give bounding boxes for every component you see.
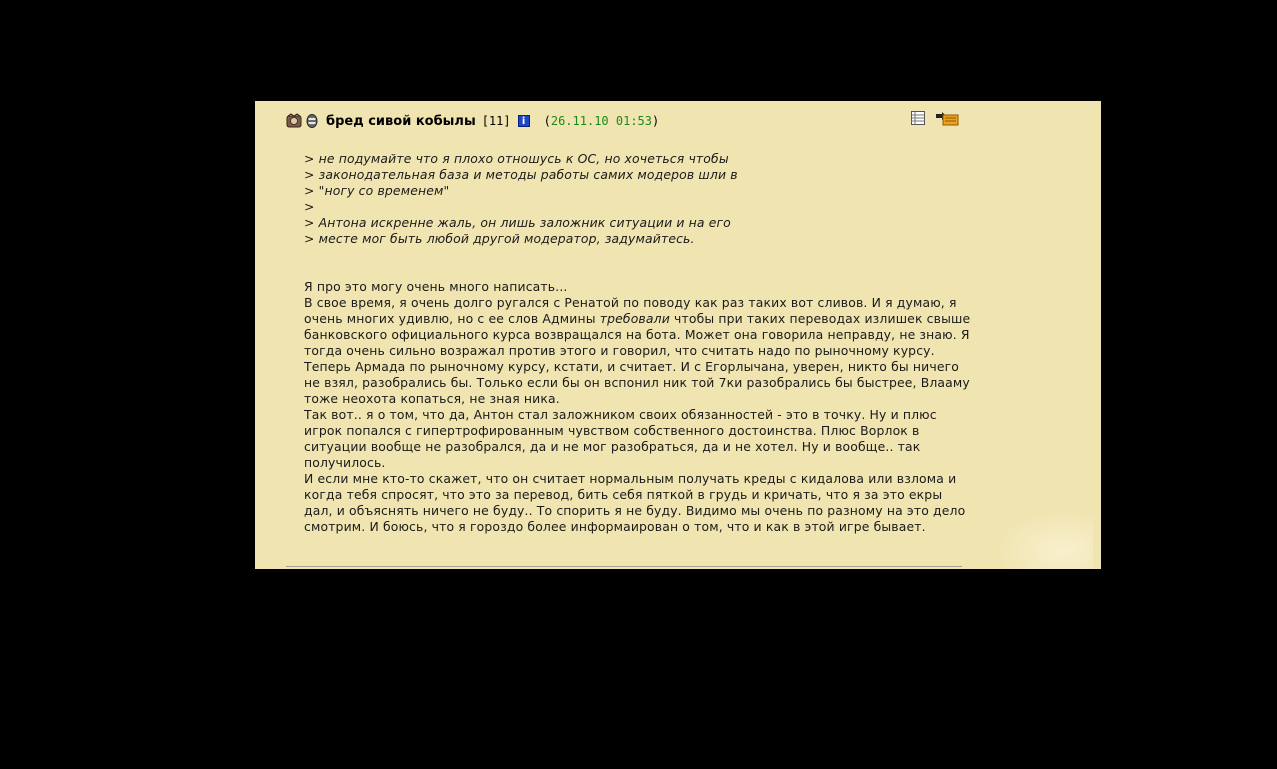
reply-intro: Я про это могу очень много написать... [304,279,568,294]
reply-quote-icon[interactable] [934,110,960,126]
post-divider [286,566,962,567]
post-header [286,110,659,132]
post-body [304,151,974,535]
reply-emphasis: требовали [599,311,670,326]
quote-line: > "ногу со временем" [304,183,450,198]
reply-paragraph [304,295,974,407]
rank-badge-icon[interactable] [304,113,320,129]
quote-line: > не подумайте что я плохо отношусь к ОС, но хочеться чтобы [304,151,729,166]
date-close-paren: ) [652,114,660,128]
reply-paragraph: Так вот.. я о том, что да, Антон стал заложником своих обязанностей - это в точку. Ну и плюс игрок попался с гипертрофированным чувством собственного достоинства. Плюс Ворлок в ситуации вообще не разобрался, да и не мог разобраться, да и не хотел. Ну и вообще.. так получилось. [304,407,937,470]
quote-line: > Антона искренне жаль, он лишь заложник ситуации и на его [304,215,731,230]
post-timestamp: 26.11.10 01:53 [550,114,652,128]
reply-paragraph: И если мне кто-то скажет, что он считает нормальным получать креды с кидалова или взлома и когда тебя спросят, что это за перевод, бить себя пяткой в грудь и кричать, что я за это екры дал, и объяснять ничего не буду.. То спорить я не буду. Видимо мы очень по разному на это дело смотрим. И боюсь, что я гороздо более информаирован о том, что и как в этой игре бывает. [304,471,966,534]
reply-text: чтобы при таких переводах излишек свыше банковского официального курса возвращался на бота. Может она говорила неправду, не знаю. Я тогда очень сильно возражал против этого и говорил, что считать надо по рыночному курсу. Теперь Армада по рыночному курсу, кстати, и считает. И с Егорлычана, уверен, никто бы ничего не взял, разобрались бы. Только если бы он вспонил ник той 7ки разобрались бы быстрее, Влааму тоже неохота копаться, не зная ника. [304,311,971,406]
quote-line: > [304,199,315,214]
background-texture [993,509,1093,569]
reply-text: В свое время, я очень долго ругался с Ренатой по поводу как раз таких вот сливов. И я думаю, я очень многих удивлю, но с ее слов Админы [304,295,957,326]
info-icon[interactable]: i [518,115,530,127]
post-author-link[interactable]: бред сивой кобылы [326,113,476,129]
clan-badge-icon[interactable] [286,113,302,129]
quote-line: > законодательная база и методы работы самих модеров шли в [304,167,738,182]
quote-line: > месте мог быть любой другой модератор, задумайтесь. [304,231,695,246]
forum-post [255,101,1101,569]
quoted-block [304,151,974,247]
author-level: [11] [481,114,511,128]
date-open-paren: ( [543,114,551,128]
list-view-icon[interactable] [910,110,926,126]
post-date [544,114,660,128]
